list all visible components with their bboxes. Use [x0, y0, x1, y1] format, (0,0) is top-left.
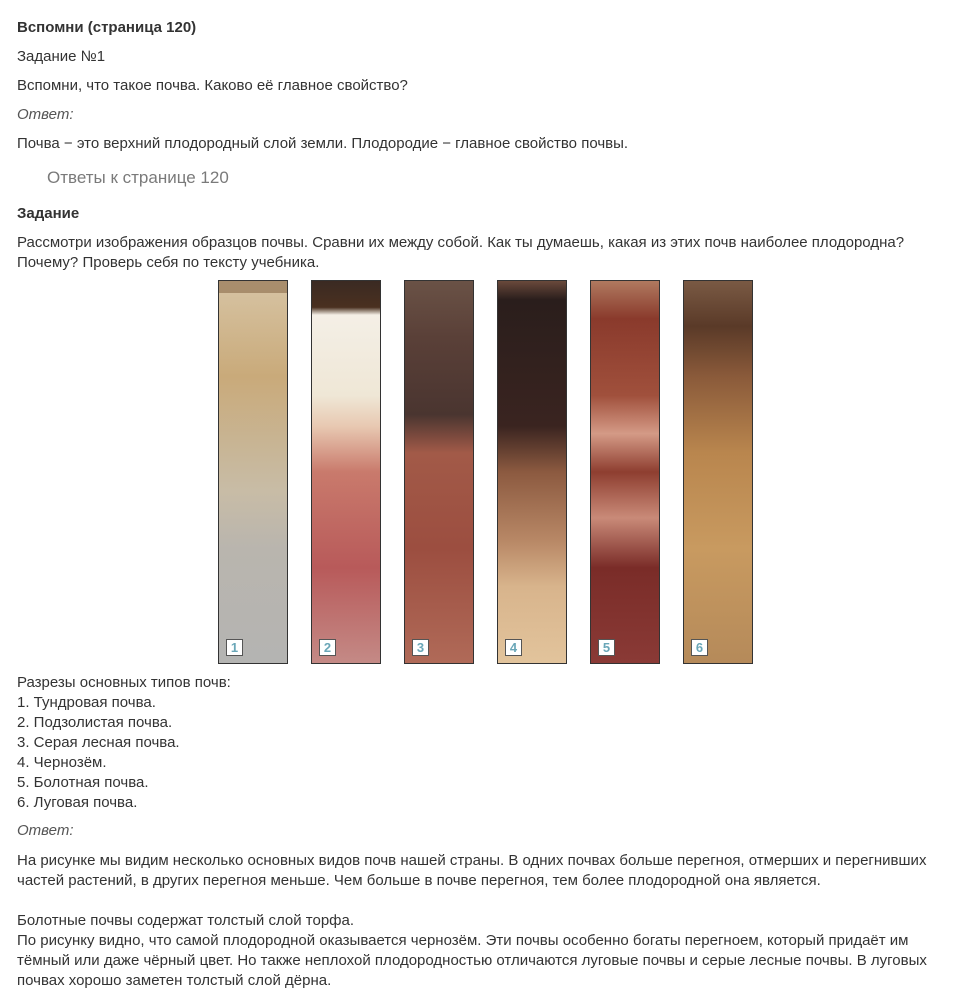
section2-question: Рассмотри изображения образцов почвы. Сравни их между собой. Как ты думаешь, какая из этих почв наиболее плодородна? Почему? Проверь себя по тексту учебника.: [17, 234, 905, 271]
soil-column-3: [404, 280, 474, 664]
soil-types-list: [17, 673, 231, 813]
answer-label: Ответ:: [17, 106, 74, 123]
soil-number-5: 5: [598, 639, 615, 656]
list-item: 2. Подзолистая почва.: [17, 714, 173, 731]
list-item: 1. Тундровая почва.: [17, 694, 156, 711]
soil-column-5: [590, 280, 660, 664]
task-label: Задание №1: [17, 48, 106, 65]
soil-column-2: [311, 280, 381, 664]
list-item: 4. Чернозём.: [17, 754, 107, 771]
list-item: 3. Серая лесная почва.: [17, 734, 180, 751]
soil-number-4: 4: [505, 639, 522, 656]
question-text: Вспомни, что такое почва. Каково её главное свойство?: [17, 77, 408, 94]
list-item: 6. Луговая почва.: [17, 794, 138, 811]
list-caption: Разрезы основных типов почв:: [17, 674, 231, 691]
soil-column-1: [218, 280, 288, 664]
section1-title: Вспомни (страница 120): [17, 19, 197, 36]
answer2-paragraph-3: По рисунку видно, что самой плодородной оказывается чернозём. Эти почвы особенно богаты перегноем, который придаёт им тёмный или даже чёрный цвет. Но также неплохой плодородностью отличаются луговые почвы и серые лесные почвы. В луговых почвах хорошо заметен толстый слой дёрна.: [17, 932, 927, 989]
soil-number-1: 1: [226, 639, 243, 656]
answer2-paragraph-2: Болотные почвы содержат толстый слой торфа.: [17, 912, 355, 929]
soil-column-6: [683, 280, 753, 664]
soil-column-4: [497, 280, 567, 664]
answers-heading: Ответы к странице 120: [47, 168, 229, 187]
soil-number-2: 2: [319, 639, 336, 656]
soil-profiles-figure: [218, 280, 754, 664]
answer-text: Почва − это верхний плодородный слой земли. Плодородие − главное свойство почвы.: [17, 135, 629, 152]
answer2-label: Ответ:: [17, 822, 74, 839]
soil-number-3: 3: [412, 639, 429, 656]
answer2-paragraph-1: На рисунке мы видим несколько основных видов почв нашей страны. В одних почвах больше перегноя, отмерших и перегнивших частей растений, в других перегноя меньше. Чем больше в почве перегноя, тем более плодородной она является.: [17, 852, 927, 889]
list-item: 5. Болотная почва.: [17, 774, 149, 791]
soil-number-6: 6: [691, 639, 708, 656]
section2-title: Задание: [17, 205, 80, 222]
